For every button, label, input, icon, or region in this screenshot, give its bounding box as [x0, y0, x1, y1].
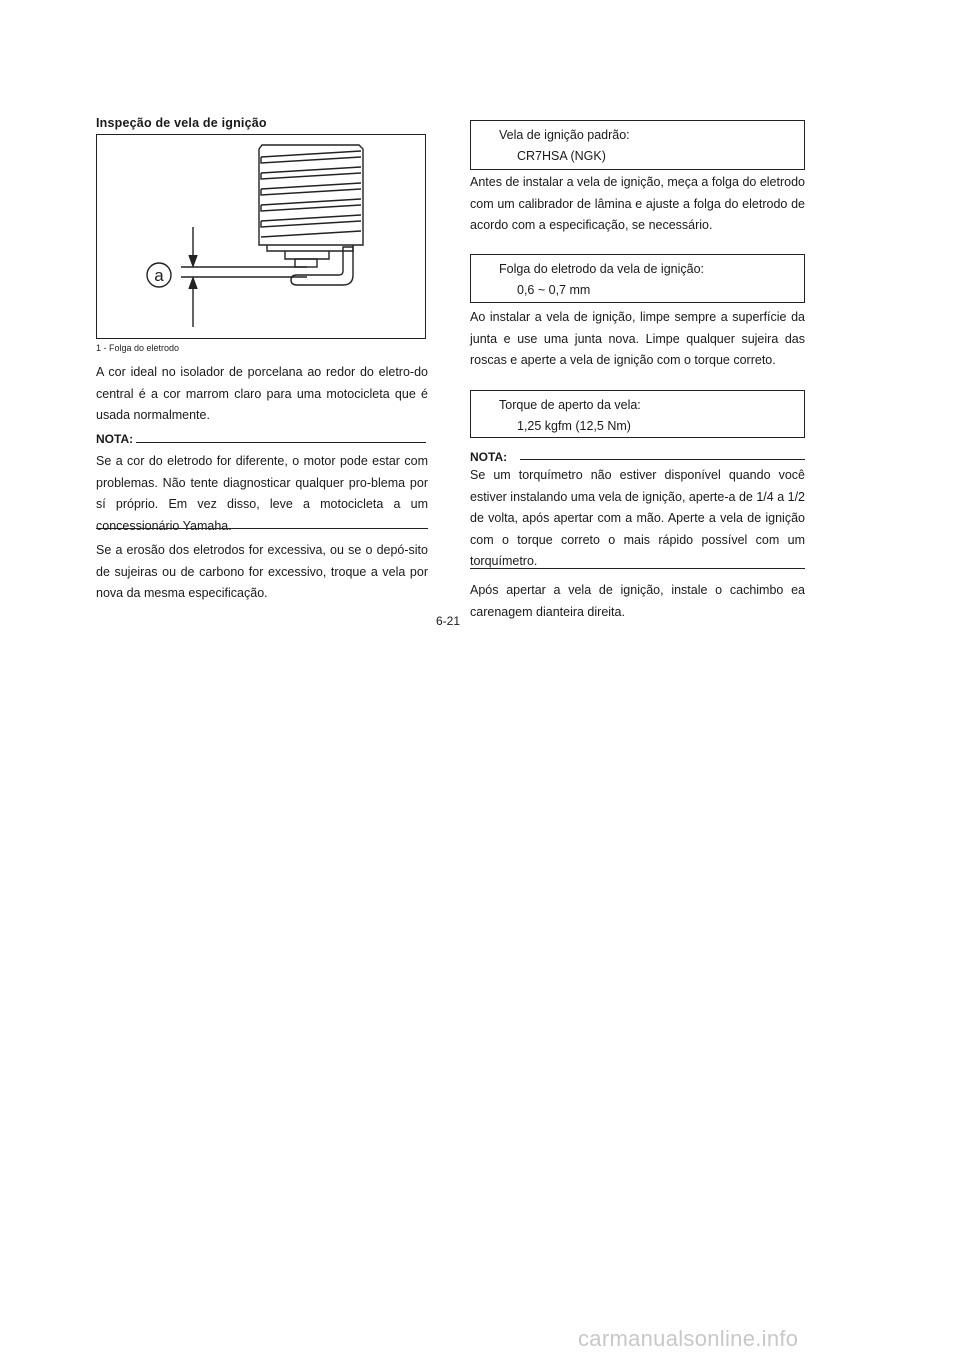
spec-value: 0,6 ~ 0,7 mm [517, 283, 591, 297]
spark-plug-drawing [97, 135, 427, 340]
figure-caption: 1 - Folga do eletrodo [96, 343, 180, 353]
nota-top-rule [136, 442, 426, 443]
nota-bottom-rule [96, 528, 428, 529]
paragraph-measure-gap: Antes de instalar a vela de ignição, meça a folga do eletrodo com um calibrador de lâmina e ajuste a folga do eletrodo de acordo com a especificação, se necessário. [470, 175, 805, 232]
spec-label: Torque de aperto da vela: [499, 398, 641, 412]
figure-callout-label: a [154, 266, 164, 285]
spec-box-standard-plug [470, 120, 805, 170]
spec-label: Vela de ignição padrão: [499, 128, 630, 142]
spec-value: 1,25 kgfm (12,5 Nm) [517, 419, 631, 433]
nota-text: Se a cor do eletrodo for diferente, o motor pode estar com problemas. Não tente diagnosticar qualquer pro-blema por sí próprio. Em vez disso, leve a motocicleta a um concessionário Yamaha. [96, 454, 428, 533]
paragraph-erosion: Se a erosão dos eletrodos for excessiva, ou se o depó-sito de sujeiras ou de carbono for excessivo, troque a vela por nova da mesma especificação. [96, 543, 428, 600]
paragraph-after-tightening: Após apertar a vela de ignição, instale o cachimbo ea carenagem dianteira direita. [470, 583, 805, 619]
spec-value: CR7HSA (NGK) [517, 149, 606, 163]
section-title: Inspeção de vela de ignição [96, 116, 267, 130]
watermark: carmanualsonline.info [578, 1326, 799, 1351]
nota-label: NOTA: [96, 432, 134, 446]
spec-label: Folga do eletrodo da vela de ignição: [499, 262, 705, 276]
paragraph-install: Ao instalar a vela de ignição, limpe sempre a superfície da junta e use uma junta nova. Limpe qualquer sujeira das roscas e aperte a vela de ignição com o torque correto. [470, 310, 805, 367]
nota-top-rule [520, 459, 805, 460]
spec-box-torque [470, 390, 805, 438]
spark-plug-figure [96, 134, 426, 339]
nota-label: NOTA: [470, 450, 508, 464]
nota-text: Se um torquímetro não estiver disponível quando você estiver instalando uma vela de ignição, aperte-a de 1/4 a 1/2 de volta, após apertar com a mão. Aperte a vela de ignição com o torque correto o mais rápido possível com um torquímetro. [470, 468, 805, 568]
paragraph-porcelain-color: A cor ideal no isolador de porcelana ao redor do eletro-do central é a cor marrom claro para uma motocicleta que é usada normalmente. [96, 365, 428, 422]
nota-bottom-rule [470, 568, 805, 569]
page-number: 6-21 [436, 614, 461, 628]
spec-box-electrode-gap [470, 254, 805, 303]
